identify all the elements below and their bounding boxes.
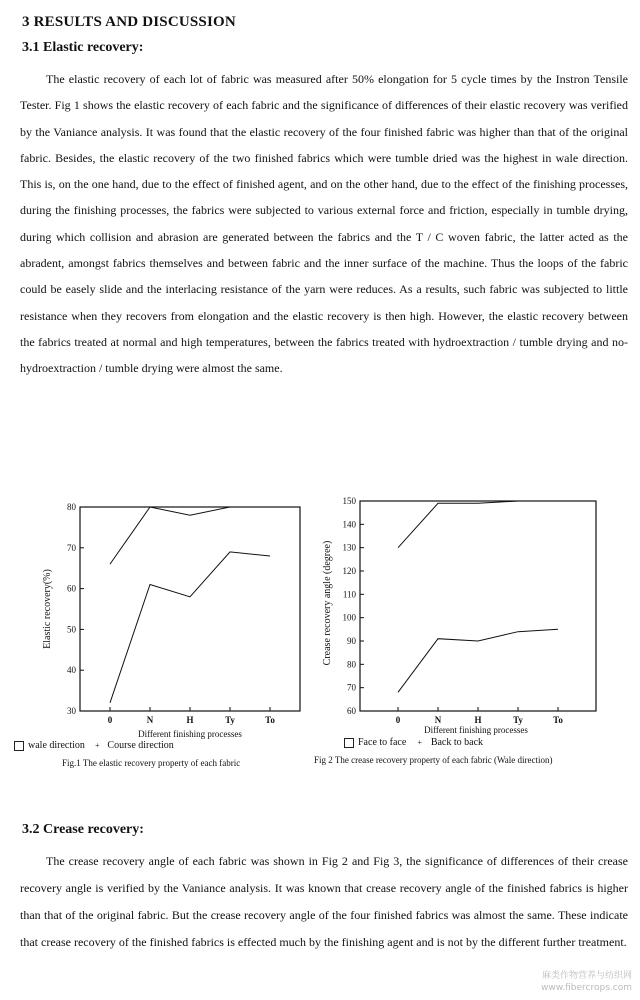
- y-tick-label: 60: [347, 706, 356, 716]
- figure-1-legend: [14, 740, 174, 751]
- chart-2-frame: [360, 501, 596, 711]
- paragraph-elastic-recovery: [20, 66, 628, 382]
- y-tick-label: 70: [67, 542, 76, 553]
- y-tick-label: 70: [347, 682, 356, 693]
- figure-1-chart: [10, 495, 310, 745]
- watermark-line-1: 麻类作物营养与纺织网: [541, 971, 632, 981]
- chart-1-ylabel: Elastic recovery(%): [42, 569, 53, 649]
- y-tick-label: 120: [342, 566, 356, 576]
- x-tick-label: Ty: [513, 715, 523, 725]
- chart-1-xlabel: Different finishing processes: [138, 729, 242, 739]
- x-tick-label: H: [474, 715, 482, 725]
- paragraph-1-text: The elastic recovery of each lot of fabric was measured after 50% elongation for 5 cycle times by the Instron Tensile Tester. Fig 1 shows the elastic recovery of each fabric and the significance of differences of their elastic recovery was verified by the Vaniance analysis. It was found that the elastic recovery of the four finished fabric was higher than that of the original fabric. Besides, the elastic recovery of the two finished fabrics which were tumble dried was the highest in wale direction. This is, on the one hand, due to the effect of finished agent, and on the other hand, due to the effect of the finishing processes, during the finishing processes, the fabrics were subjected to various external force and friction, especially in tumble drying, during which collision and abrasion are generated between the fabrics and the T / C woven fabric, the latter acted as the abradent, amongst fabrics themselves and between fabric and the inner surface of the machine. Thus the loops of the fabric could be easely slide and the interlacing resistance of the yarn were reduces. As a results, such fabric was subjected to little resistance when they recovers from elongation and the elastic recovery is then high. However, the elastic recovery between the fabrics treated at normal and high temperatures, between the fabrics treated with hydroextraction / tumble drying and no-hydroextraction / tumble drying were almost the same.: [20, 72, 628, 376]
- y-tick-label: 40: [67, 665, 76, 676]
- chart-2-ylabel: Crease recovery angle (degree): [322, 540, 333, 666]
- subsection-heading-elastic: 3.1 Elastic recovery:: [22, 40, 144, 55]
- y-tick-label: 60: [67, 583, 76, 594]
- y-tick-label: 140: [342, 519, 356, 530]
- plus-marker-icon: +: [417, 738, 423, 747]
- legend-face-to-face: Face to face: [358, 737, 407, 748]
- legend-box-icon: [14, 741, 24, 751]
- y-tick-label: 80: [67, 502, 76, 512]
- paragraph-2-text: The crease recovery angle of each fabric was shown in Fig 2 and Fig 3, the significance of differences of their crease recovery angle is verified by the Vaniance analysis. It was known that crease recovery angle of the finished fabrics is higher than that of the original fabric. But the crease recovery angle of the four finished fabrics was almost the same. These indicate that crease recovery of the finished fabrics is effected much by the finishing agent and is not by the different further treatment.: [20, 854, 628, 949]
- legend-course-direction: Course direction: [107, 740, 174, 751]
- x-tick-label: To: [553, 715, 563, 725]
- series-line-2: [398, 629, 558, 692]
- chart-1-frame: [80, 507, 300, 711]
- series-line-2: [110, 552, 270, 703]
- series-line-1: [110, 507, 270, 564]
- section-heading: 3 RESULTS AND DISCUSSION: [22, 14, 236, 30]
- y-tick-label: 50: [67, 624, 76, 635]
- x-tick-label: H: [186, 715, 194, 725]
- figure-2-caption: Fig 2 The crease recovery property of each fabric (Wale direction): [314, 755, 553, 765]
- y-tick-label: 130: [342, 542, 356, 553]
- watermark-line-2: www.fibercrops.com: [541, 983, 632, 993]
- legend-wale-direction: wale direction: [28, 740, 85, 751]
- figure-1-caption: Fig.1 The elastic recovery property of each fabric: [62, 758, 241, 768]
- series-line-1: [398, 501, 558, 548]
- x-tick-label: 0: [107, 715, 113, 725]
- y-tick-label: 110: [342, 589, 356, 600]
- y-tick-label: 80: [347, 659, 356, 670]
- watermark: [541, 970, 632, 994]
- figure-2-legend: [344, 737, 483, 748]
- y-tick-label: 150: [342, 496, 356, 506]
- plus-marker-icon: +: [95, 741, 100, 750]
- y-tick-label: 30: [67, 706, 76, 716]
- x-tick-label: N: [434, 715, 442, 725]
- x-tick-label: N: [146, 715, 154, 725]
- chart-2-xlabel: Different finishing processes: [424, 725, 528, 735]
- x-tick-label: Ty: [225, 715, 235, 725]
- y-tick-label: 100: [342, 612, 356, 623]
- x-tick-label: 0: [395, 715, 401, 725]
- y-tick-label: 90: [347, 636, 356, 646]
- paragraph-crease-recovery: [20, 848, 628, 956]
- legend-back-to-back: Back to back: [430, 737, 484, 748]
- x-tick-label: To: [265, 715, 275, 725]
- figure-2-chart: [316, 493, 636, 743]
- subsection-heading-crease: 3.2 Crease recovery:: [22, 822, 144, 837]
- legend-box-icon: [344, 738, 354, 748]
